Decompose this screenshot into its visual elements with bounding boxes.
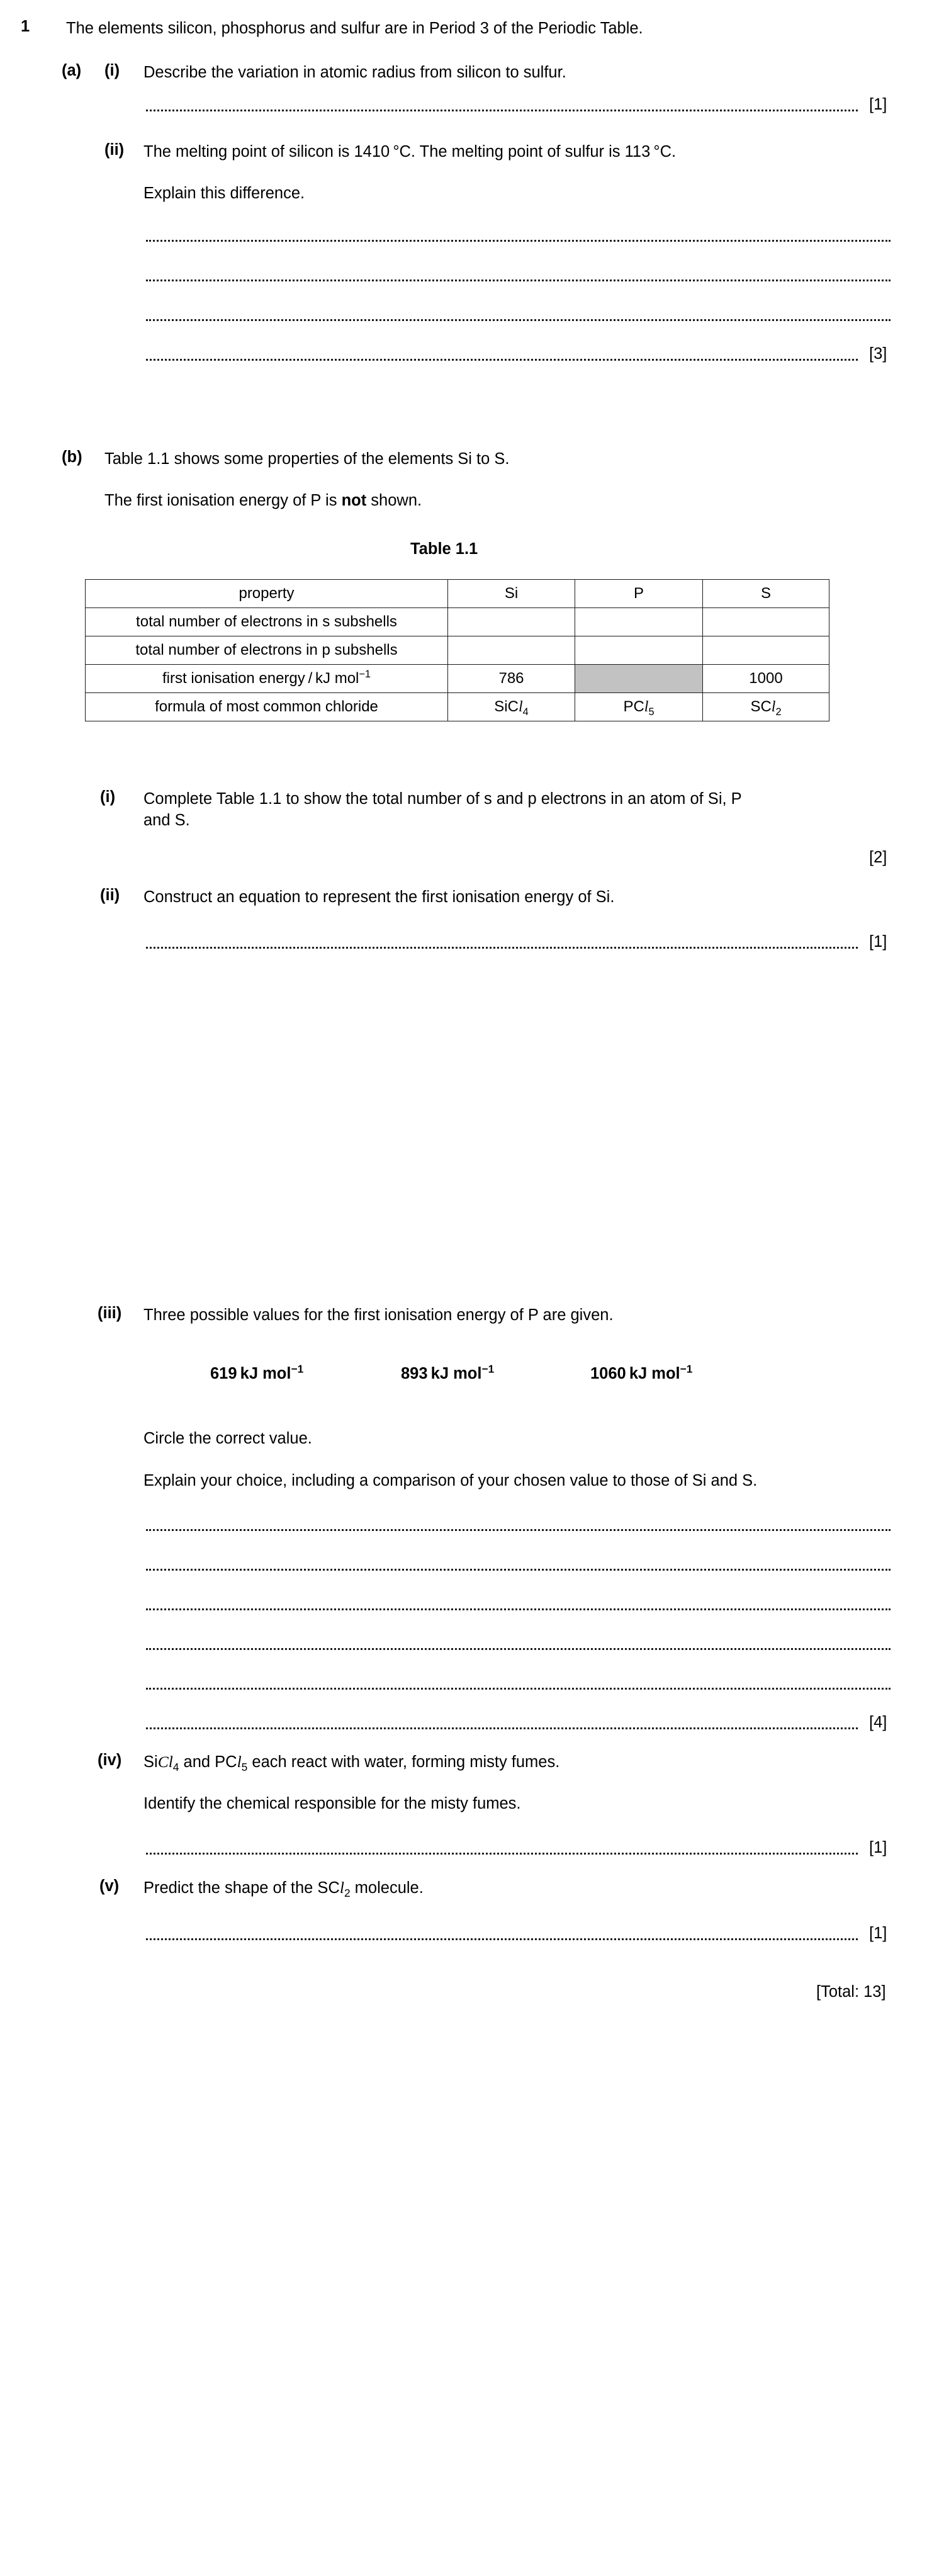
v-scl2-l: l (339, 1878, 344, 1897)
v-post: molecule. (350, 1879, 424, 1897)
part-a-i-label: (i) (104, 62, 120, 79)
table-1-1 (85, 579, 829, 721)
answer-line[interactable] (146, 1922, 858, 1940)
iv-mid: and PC (179, 1753, 237, 1771)
answer-line[interactable] (146, 1836, 858, 1855)
sicl4-base: SiC (494, 698, 519, 715)
marks-b-iii: [4] (869, 1714, 887, 1731)
value-3-sup: −1 (680, 1362, 693, 1376)
answer-line[interactable] (146, 223, 891, 242)
row-ionisation-p-shaded (575, 665, 703, 693)
answer-line[interactable] (146, 93, 858, 111)
value-2-sup: −1 (481, 1362, 495, 1376)
answer-line[interactable] (146, 1711, 858, 1729)
table-row (86, 636, 829, 665)
answer-line[interactable] (146, 1552, 891, 1571)
part-b-iii-instruction-explain: Explain your choice, including a comparison of your chosen value to those of Si and S. (143, 1472, 758, 1489)
value-1-sup: −1 (291, 1362, 304, 1376)
row-s-subshells-p[interactable] (575, 608, 703, 636)
part-b-v-label: (v) (99, 1877, 120, 1895)
part-a-ii-text-line2: Explain this difference. (143, 184, 305, 202)
value-1-unit: kJ mol (240, 1365, 291, 1382)
iv-sicl4-base: Si (143, 1753, 158, 1771)
part-a-i-text: Describe the variation in atomic radius from silicon to sulfur. (143, 64, 566, 81)
part-b-iii-instruction-circle: Circle the correct value. (143, 1430, 312, 1447)
answer-line[interactable] (146, 263, 891, 281)
marks-b-iv: [1] (869, 1839, 887, 1856)
value-3-unit: kJ mol (629, 1365, 680, 1382)
ionisation-value-option-2[interactable] (401, 1362, 495, 1383)
answer-line[interactable] (146, 1632, 891, 1650)
part-b-ii-text: Construct an equation to represent the first ionisation energy of Si. (143, 888, 615, 906)
ionisation-label-text: first ionisation energy / kJ mol (162, 670, 359, 687)
value-3-number: 1060 (590, 1365, 626, 1382)
iv-pcl5-sub: 5 (241, 1761, 248, 1774)
row-ionisation-label (86, 665, 448, 693)
part-b-iii-text: Three possible values for the first ionisation energy of P are given. (143, 1306, 614, 1324)
pcl5-base: PC (623, 698, 644, 715)
sicl4-l: l (518, 699, 523, 715)
question-number: 1 (21, 18, 30, 35)
part-b-v-text (143, 1877, 424, 1899)
part-b-i-text-line1: Complete Table 1.1 to show the total number of s and p electrons in an atom of Si, P (143, 790, 742, 808)
scl2-base: SC (750, 698, 772, 715)
marks-b-i: [2] (869, 849, 887, 866)
part-b-i-label: (i) (100, 788, 116, 806)
part-b-iv-label: (iv) (98, 1751, 122, 1769)
v-scl2-sub: 2 (344, 1887, 351, 1900)
row-p-subshells-si[interactable] (448, 636, 575, 665)
row-s-subshells-s[interactable] (703, 608, 829, 636)
row-p-subshells-label: total number of electrons in p subshells (86, 636, 448, 665)
pcl5-sub: 5 (648, 706, 655, 718)
table-header-property: property (86, 580, 448, 608)
iv-post: each react with water, forming misty fumes. (247, 1753, 560, 1771)
scl2-l: l (771, 699, 776, 715)
part-a-ii-text-line1: The melting point of silicon is 1410 °C. The melting point of sulfur is 113 °C. (143, 143, 677, 161)
row-p-subshells-s[interactable] (703, 636, 829, 665)
value-1-number: 619 (210, 1365, 237, 1382)
question-stem: The elements silicon, phosphorus and sulfur are in Period 3 of the Periodic Table. (66, 20, 643, 37)
part-b-iii-label: (iii) (98, 1304, 122, 1322)
intro-post: shown. (366, 492, 422, 509)
row-ionisation-si: 786 (448, 665, 575, 693)
intro-pre: The first ionisation energy of P is (104, 492, 342, 509)
table-header-row (86, 580, 829, 608)
ionisation-value-option-1[interactable] (210, 1362, 304, 1383)
v-pre: Predict the shape of the SC (143, 1879, 340, 1897)
value-2-unit: kJ mol (430, 1365, 482, 1382)
scl2-sub: 2 (775, 706, 782, 718)
row-chloride-si (448, 693, 575, 721)
row-chloride-s (703, 693, 829, 721)
table-row (86, 693, 829, 721)
row-ionisation-s: 1000 (703, 665, 829, 693)
row-chloride-p (575, 693, 703, 721)
table-header-p: P (575, 580, 703, 608)
row-p-subshells-p[interactable] (575, 636, 703, 665)
row-chloride-label: formula of most common chloride (86, 693, 448, 721)
iv-sicl4-sub: 4 (172, 1761, 179, 1774)
answer-line[interactable] (146, 1513, 891, 1531)
answer-line[interactable] (146, 930, 858, 949)
row-s-subshells-si[interactable] (448, 608, 575, 636)
table-header-si: Si (448, 580, 575, 608)
table-header-s: S (703, 580, 829, 608)
row-s-subshells-label: total number of electrons in s subshells (86, 608, 448, 636)
iv-sicl4-l: Cl (157, 1753, 173, 1771)
intro-not: not (341, 492, 367, 509)
part-a-label: (a) (62, 62, 82, 79)
marks-a-i: [1] (869, 96, 887, 113)
marks-b-ii: [1] (869, 933, 887, 951)
table-row (86, 608, 829, 636)
part-b-label: (b) (62, 448, 82, 466)
part-b-iv-text-line2: Identify the chemical responsible for the misty fumes. (143, 1795, 521, 1812)
table-row (86, 665, 829, 693)
marks-a-ii: [3] (869, 345, 887, 363)
total-marks: [Total: 13] (816, 1983, 886, 2001)
part-b-i-text-line2: and S. (143, 811, 190, 829)
table-caption: Table 1.1 (410, 540, 478, 558)
answer-line[interactable] (146, 303, 891, 321)
part-b-intro-line2 (104, 490, 422, 511)
answer-line[interactable] (146, 1671, 891, 1690)
part-b-ii-label: (ii) (100, 886, 120, 904)
part-a-ii-label: (ii) (104, 141, 125, 159)
ionisation-label-sup: −1 (359, 669, 371, 680)
iv-pcl5-l: l (237, 1753, 242, 1771)
sicl4-sub: 4 (522, 706, 529, 718)
part-b-iv-text-line1 (143, 1751, 559, 1773)
ionisation-value-option-3[interactable] (590, 1362, 693, 1383)
pcl5-l: l (644, 699, 649, 715)
marks-b-v: [1] (869, 1924, 887, 1942)
answer-line[interactable] (146, 1592, 891, 1610)
part-b-intro-line1: Table 1.1 shows some properties of the elements Si to S. (104, 450, 510, 468)
answer-line[interactable] (146, 342, 858, 361)
value-2-number: 893 (401, 1365, 428, 1382)
